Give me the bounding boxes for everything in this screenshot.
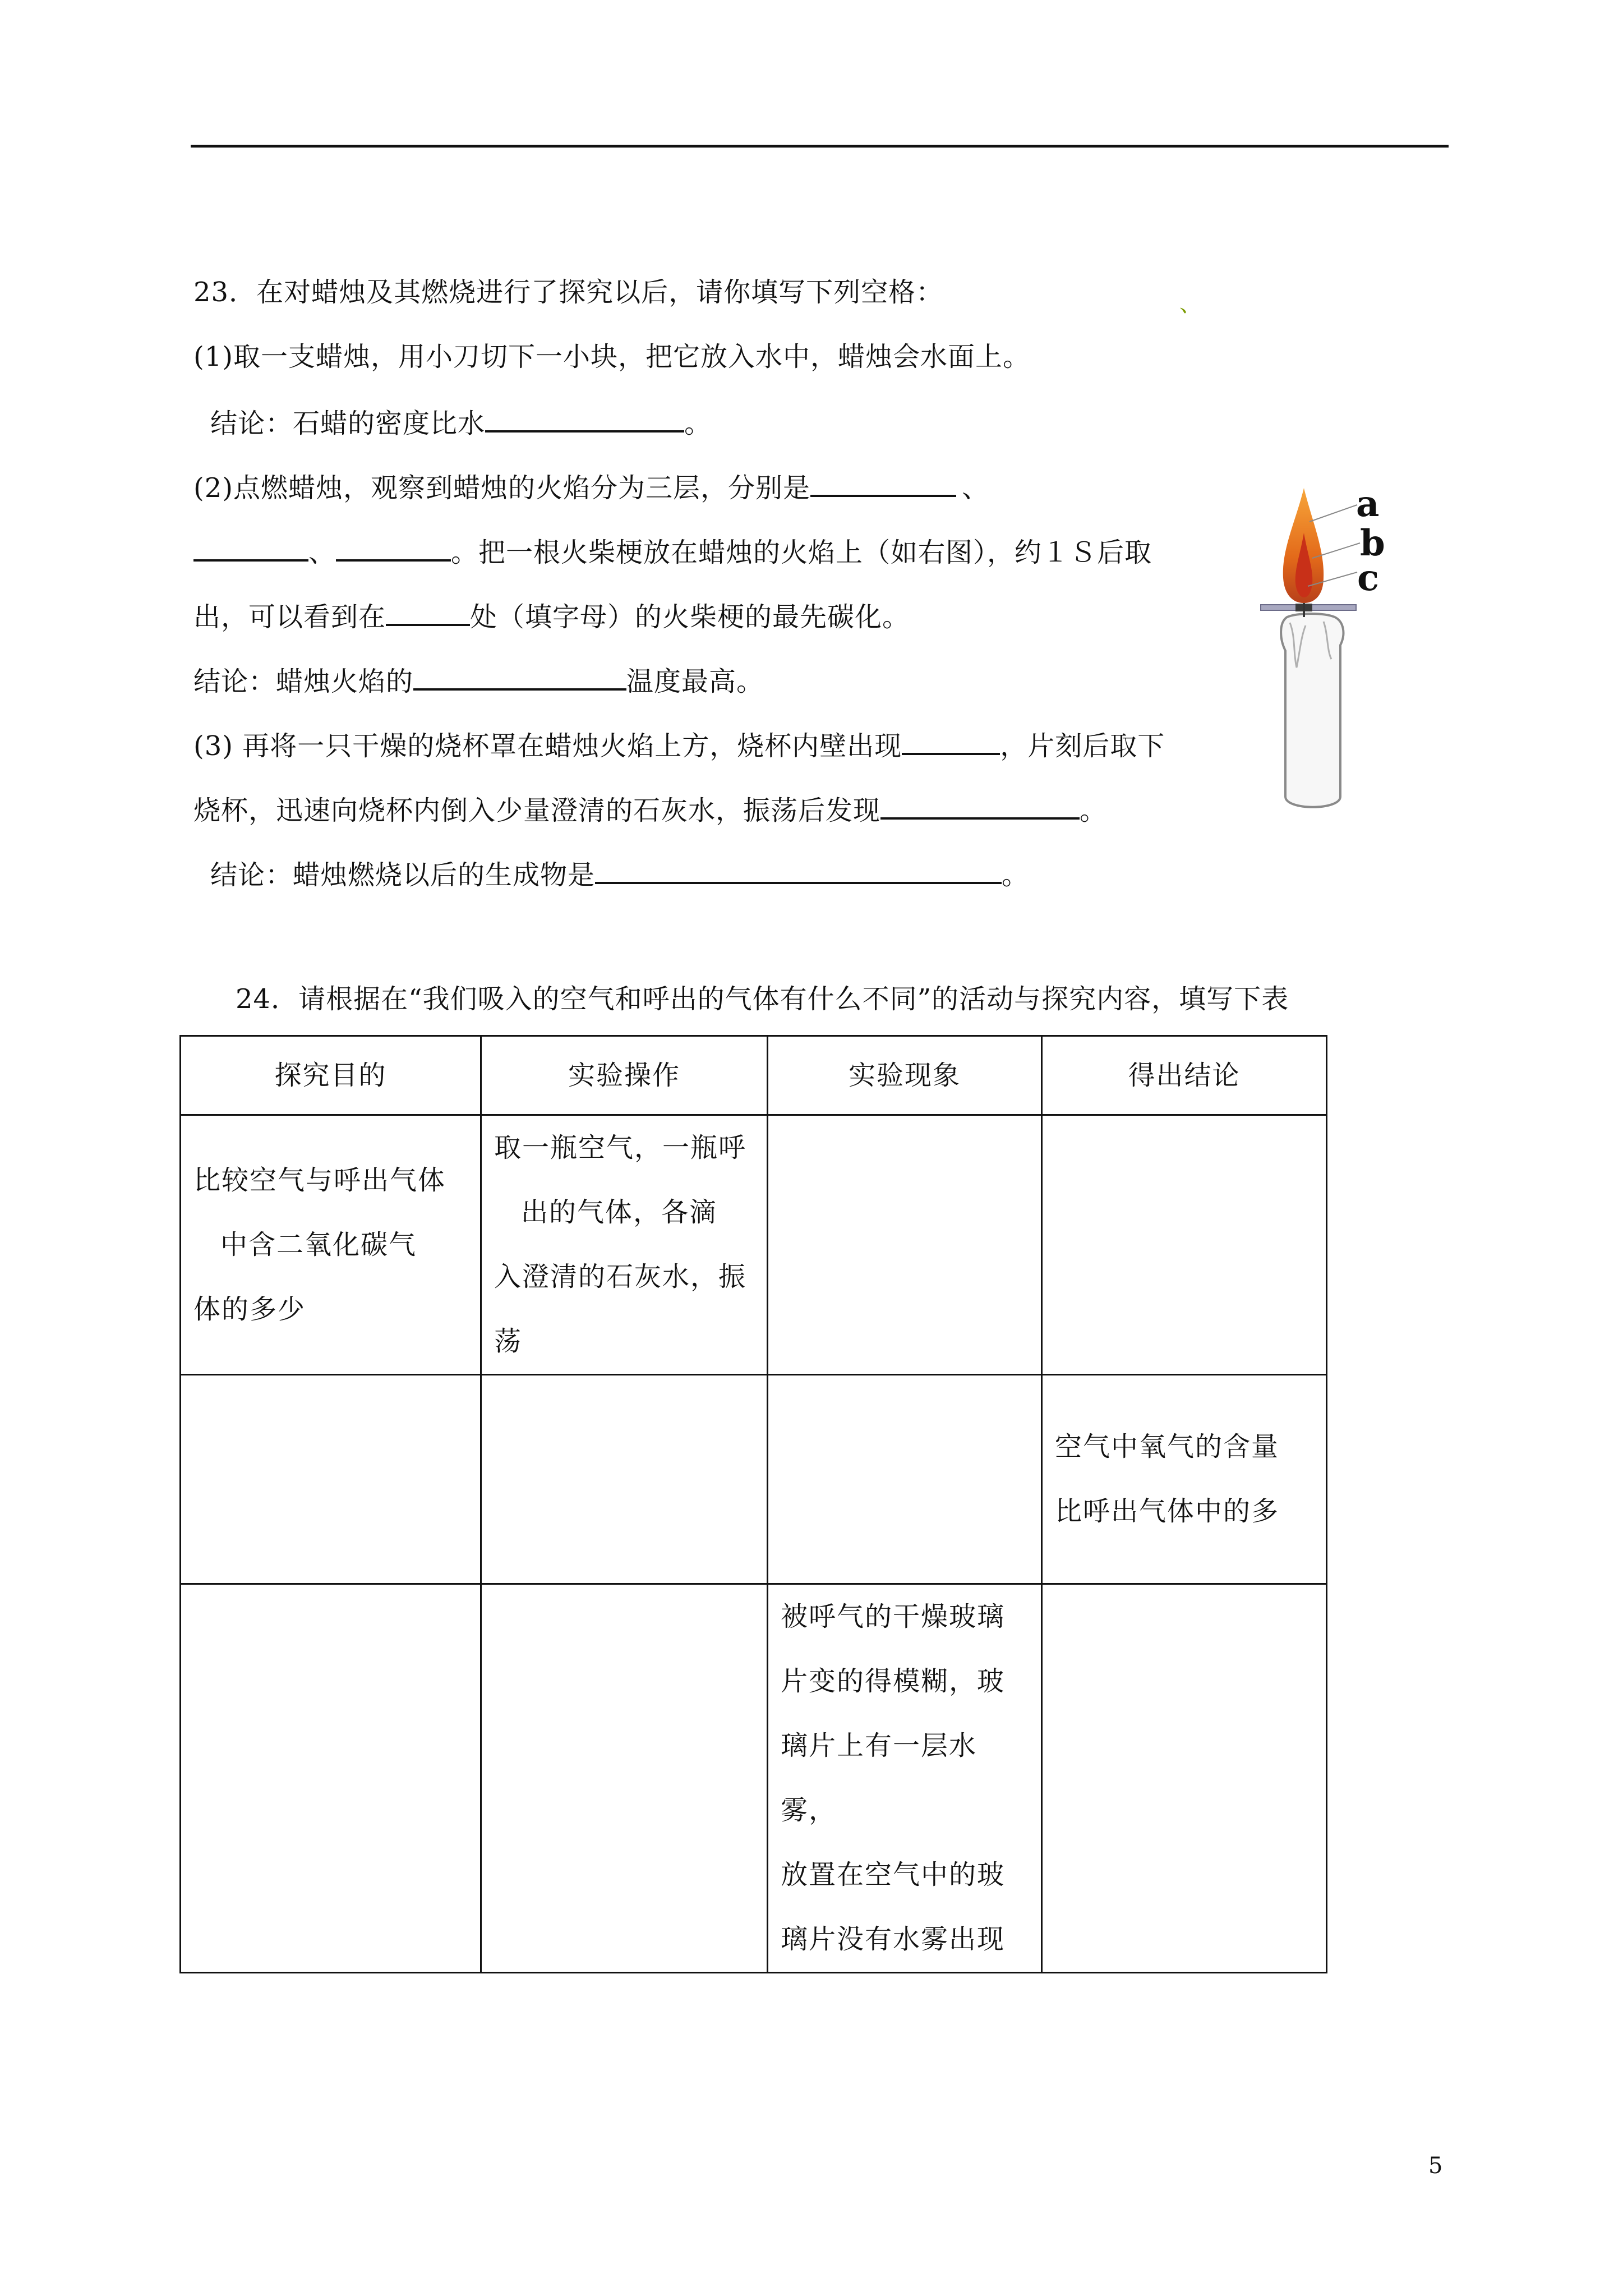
cell-conclusion[interactable]: 空气中氧气的含量 比呼出气体中的多 xyxy=(1042,1375,1327,1584)
table-row xyxy=(181,1584,1327,1973)
answer-blank[interactable] xyxy=(902,724,1000,755)
header-conclusion: 得出结论 xyxy=(1042,1036,1327,1115)
q23-line-7: (3) 再将一只干燥的烧杯罩在蜡烛火焰上方，烧杯内壁出现 ，片刻后取下 xyxy=(193,724,1165,764)
q23-line-4: 、 。把一根火柴梗放在蜡烛的火焰上（如右图），约１Ｓ后取 xyxy=(193,530,1152,570)
cell-conclusion-empty[interactable] xyxy=(1042,1115,1327,1375)
label-c: c xyxy=(1357,557,1379,599)
table-row xyxy=(181,1375,1327,1584)
q23-line-3: (2)点燃蜡烛，观察到蜡烛的火焰分为三层，分别是 、 xyxy=(193,466,989,506)
answer-blank[interactable] xyxy=(810,466,956,497)
cell-operation-empty[interactable] xyxy=(481,1375,768,1584)
q23-line-5: 出，可以看到在 处（填字母）的火柴梗的最先碳化。 xyxy=(193,595,910,635)
q23-conclusion-1: 结论：石蜡的密度比水 。 xyxy=(210,401,712,441)
label-b: b xyxy=(1360,522,1385,564)
answer-blank[interactable] xyxy=(413,659,626,691)
answer-blank[interactable] xyxy=(485,401,684,432)
cell-operation-empty[interactable] xyxy=(481,1584,768,1973)
answer-blank[interactable] xyxy=(386,595,470,626)
cell-conclusion-empty[interactable] xyxy=(1042,1584,1327,1973)
label-a: a xyxy=(1356,483,1380,525)
table-row xyxy=(181,1115,1327,1375)
answer-blank[interactable] xyxy=(880,788,1080,820)
q24-title: 24．请根据在“我们吸入的空气和呼出的气体有什么不同”的活动与探究内容，填写下表 xyxy=(236,983,1289,1015)
cell-phenomenon-empty[interactable] xyxy=(768,1375,1042,1584)
header-operation: 实验操作 xyxy=(481,1036,768,1115)
header-rule xyxy=(191,145,1449,148)
candle-body xyxy=(1281,614,1343,807)
q23-title: 23．在对蜡烛及其燃烧进行了探究以后，请你填写下列空格： xyxy=(193,277,944,308)
cell-purpose[interactable]: 比较空气与呼出气体 中含二氧化碳气 体的多少 xyxy=(181,1115,481,1375)
stray-mark: 、 xyxy=(1179,291,1202,317)
cell-purpose-empty[interactable] xyxy=(181,1375,481,1584)
header-purpose: 探究目的 xyxy=(181,1036,481,1115)
cell-phenomenon-empty[interactable] xyxy=(768,1115,1042,1375)
q23-line-8: 烧杯，迅速向烧杯内倒入少量澄清的石灰水，振荡后发现 。 xyxy=(193,788,1107,829)
answer-blank[interactable] xyxy=(193,530,308,562)
q23-line-1: (1)取一支蜡烛，用小刀切下一小块，把它放入水中，蜡烛会水面上。 xyxy=(193,341,1030,372)
answer-blank[interactable] xyxy=(336,530,451,562)
q23-conclusion-3: 结论：蜡烛燃烧以后的生成物是 。 xyxy=(210,853,1029,893)
answer-blank[interactable] xyxy=(595,853,1002,884)
page-number: 5 xyxy=(1428,2153,1443,2179)
cell-phenomenon[interactable]: 被呼气的干燥玻璃 片变的得模糊，玻 璃片上有一层水雾， 放置在空气中的玻 璃片没有水雾出现 xyxy=(768,1584,1042,1973)
cell-operation[interactable]: 取一瓶空气，一瓶呼 出的气体，各滴 入澄清的石灰水，振 荡 xyxy=(481,1115,768,1375)
cell-purpose-empty[interactable] xyxy=(181,1584,481,1973)
header-phenomenon: 实验现象 xyxy=(768,1036,1042,1115)
comparison-table xyxy=(179,1035,1327,1973)
candle-flame-illustration xyxy=(1256,482,1391,819)
q23-conclusion-2: 结论：蜡烛火焰的 温度最高。 xyxy=(193,659,764,700)
table-header-row xyxy=(181,1036,1327,1115)
